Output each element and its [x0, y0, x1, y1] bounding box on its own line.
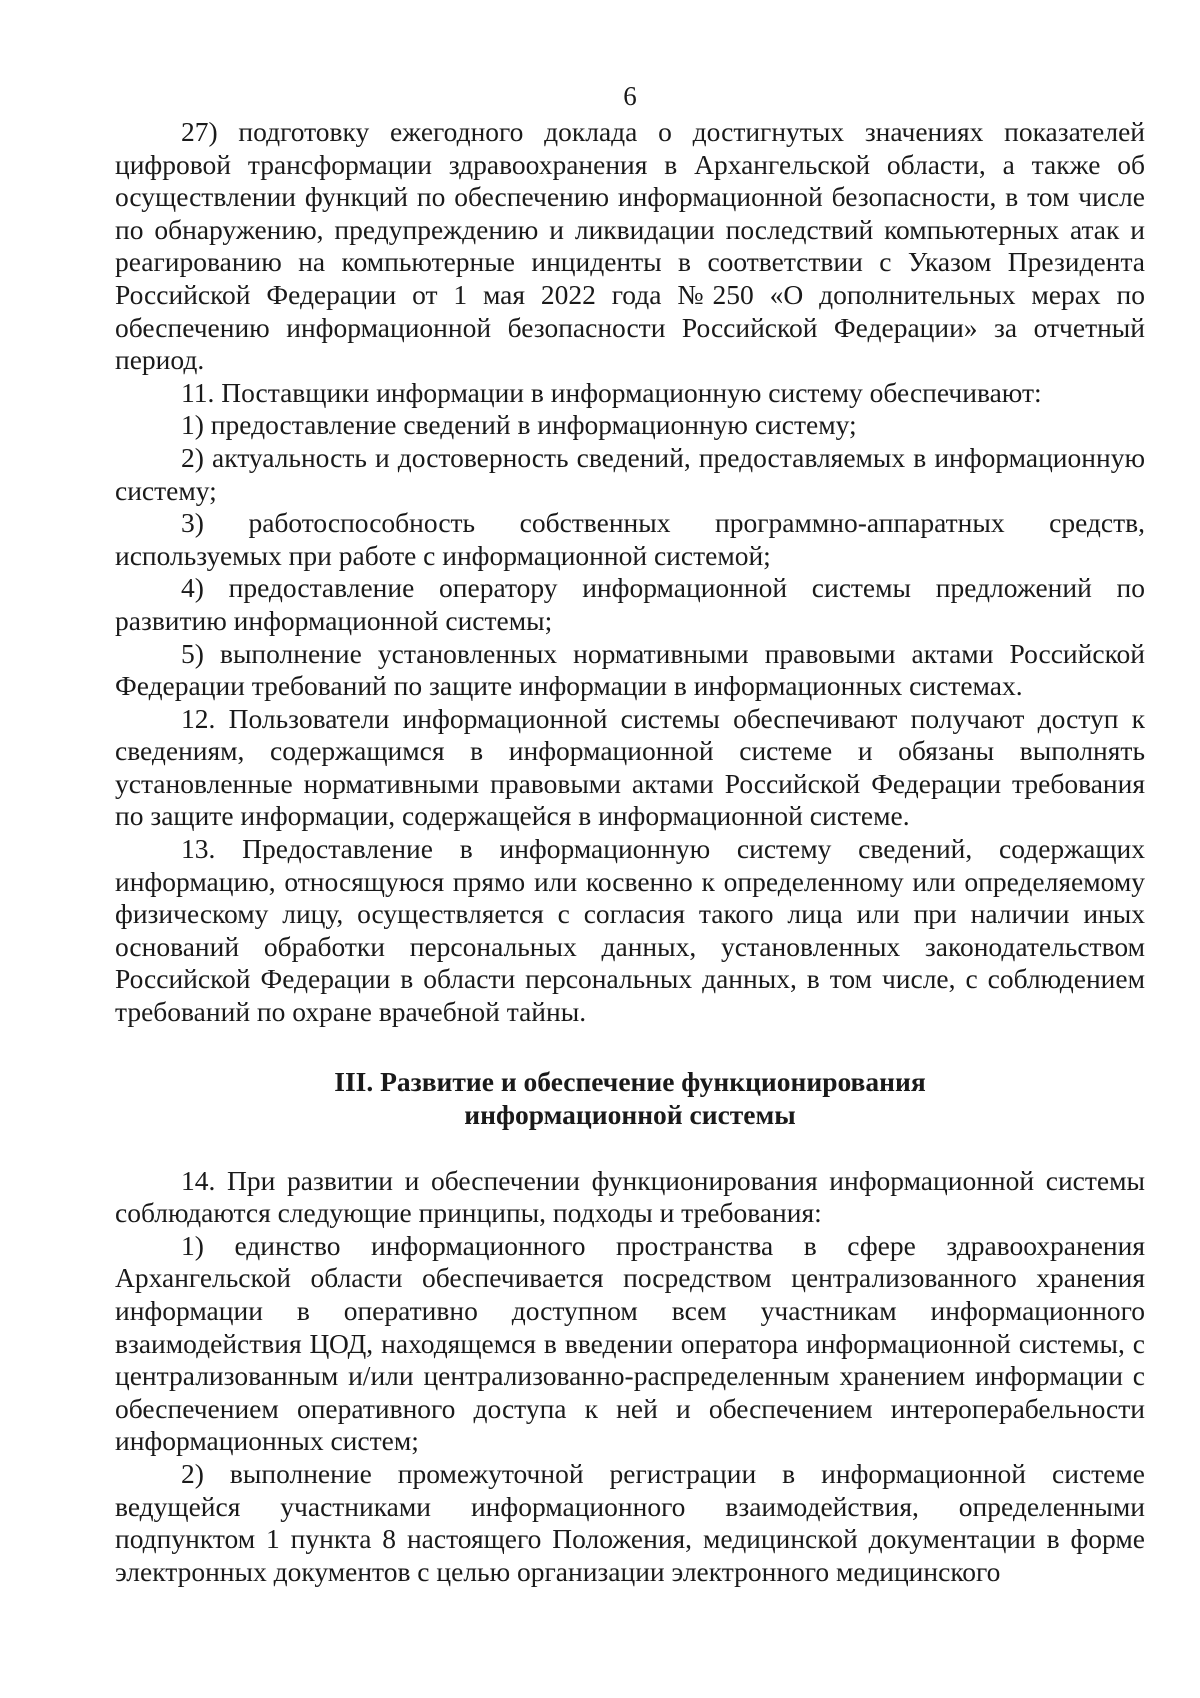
paragraph-item-27: 27) подготовку ежегодного доклада о достигнутых значениях показателей цифровой трансформации здравоохранения в Архангельской области, а также об осуществлении функций по обеспечению информационной безопасности, в том числе по обнаружению, предупреждению и ликвидации последствий компьютерных атак и реагированию на компьютерные инциденты в соответствии с Указом Президента Российской Федерации от 1 мая 2022 года №250 «О дополнительных мерах по обеспечению информационной безопасности Российской Федерации» за отчетный период. — [115, 116, 1145, 376]
section-heading-line-1: III. Развитие и обеспечение функционирования — [334, 1065, 926, 1097]
paragraph-clause-14: 14. При развитии и обеспечении функционирования информационной системы соблюдаются следующие принципы, подходы и требования: — [115, 1164, 1145, 1229]
paragraph-clause-11-item-5: 5) выполнение установленных нормативными правовыми актами Российской Федерации требований по защите информации в информационных системах. — [115, 637, 1145, 702]
document-page — [115, 80, 1145, 1588]
paragraph-clause-11-item-4: 4) предоставление оператору информационной системы предложений по развитию информационной системы; — [115, 572, 1145, 636]
section-heading — [115, 1065, 1145, 1131]
paragraph-clause-14-item-1: 1) единство информационного пространства в сфере здравоохранения Архангельской области обеспечивается посредством централизованного хранения информации в оперативно доступном всем участникам информационного взаимодействия ЦОД, находящемся в введении оператора информационной системы, с централизованным и/или централизованно-распределенным хранением информации с обеспечением оперативного доступа к ней и обеспечением интероперабельности информационных систем; — [115, 1229, 1145, 1457]
section-heading-line-2: информационной системы — [464, 1098, 796, 1130]
paragraph-clause-12: 12. Пользователи информационной системы обеспечивают получают доступ к сведениям, содержащимся в информационной системе и обязаны выполнять установленные нормативными правовыми актами Российской Федерации требования по защите информации, содержащейся в информационной системе. — [115, 702, 1145, 832]
paragraph-clause-11: 11. Поставщики информации в информационную систему обеспечивают: — [181, 376, 1042, 408]
paragraph-clause-11-item-1: 1) предоставление сведений в информационную систему; — [181, 409, 857, 441]
page-number: 6 — [623, 81, 637, 111]
paragraph-clause-13: 13. Предоставление в информационную систему сведений, содержащих информацию, относящуюся прямо или косвенно к определенному или определяемому физическому лицу, осуществляется с согласия такого лица или при наличии иных оснований обработки персональных данных, установленных законодательством Российской Федерации в области персональных данных, в том числе, с соблюдением требований по охране врачебной тайны. — [115, 833, 1145, 1028]
paragraph-clause-11-item-2: 2) актуальность и достоверность сведений, предоставляемых в информационную систему; — [115, 441, 1145, 506]
paragraph-clause-14-item-2: 2) выполнение промежуточной регистрации в информационной системе ведущейся участниками информационного взаимодействия, определенными подпунктом 1 пункта 8 настоящего Положения, медицинской документации в форме электронных документов с целью организации электронного медицинского — [115, 1457, 1145, 1587]
paragraph-clause-11-item-3: 3) работоспособность собственных программно-аппаратных средств, используемых при работе с информационной системой; — [115, 507, 1145, 571]
